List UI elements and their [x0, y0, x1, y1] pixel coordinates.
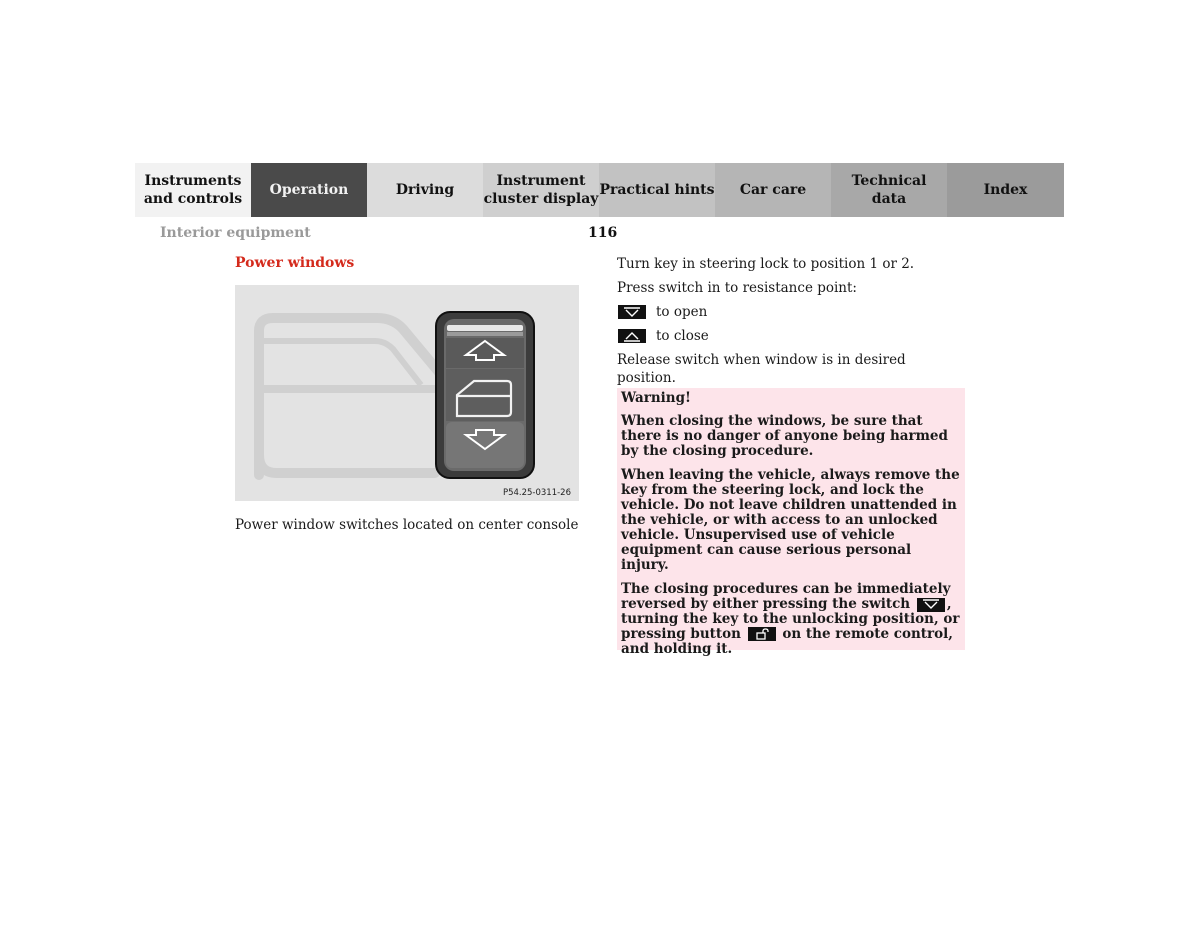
warning-paragraph-2: When leaving the vehicle, always remove the key from the steering lock, and lock the vehicle. Do not leave children unattended in the vehicle, or with access to an unlocked vehicle. Unsupervised use of vehicle equipment can cause serious personal injury.: [621, 467, 960, 573]
page-number: 116: [588, 225, 618, 241]
warning-title: Warning!: [621, 390, 691, 406]
warning-paragraph-3: [621, 582, 961, 657]
warning-box: [617, 388, 965, 657]
unlock-button-icon: [748, 627, 776, 641]
tab-operation[interactable]: Operation: [251, 163, 367, 217]
close-label: to close: [656, 328, 709, 344]
tab-instrument-cluster-display[interactable]: Instrument cluster display: [483, 163, 599, 217]
tab-car-care[interactable]: Car care: [715, 163, 831, 217]
tab-instruments-and-controls[interactable]: Instruments and controls: [135, 163, 251, 217]
instruction-step-3: Release switch when window is in desired position.: [617, 352, 906, 386]
power-window-switch-illustration: [235, 285, 579, 501]
open-label: to open: [656, 304, 708, 320]
instructions: [617, 255, 967, 393]
warning-paragraph-1: When closing the windows, be sure that there is no danger of anyone being harmed by the closing procedure.: [621, 413, 948, 459]
window-down-arrow-icon: [618, 305, 646, 319]
chapter-tabs: [135, 163, 1064, 217]
section-title: Interior equipment: [160, 225, 311, 241]
warning-paragraph-3-part-b: , turning the key to the unlocking position, or pressing button: [621, 596, 960, 642]
window-up-arrow-icon: [618, 329, 646, 343]
tab-driving[interactable]: Driving: [367, 163, 483, 217]
instruction-step-1: Turn key in steering lock to position 1 or 2.: [617, 256, 915, 272]
warning-paragraph-3-part-a: The closing procedures can be immediately reversed by either pressing the switch: [621, 581, 951, 612]
tab-practical-hints[interactable]: Practical hints: [599, 163, 715, 217]
tab-index[interactable]: Index: [947, 163, 1064, 217]
open-instruction: [617, 303, 967, 321]
instruction-step-2: Press switch in to resistance point:: [617, 280, 857, 296]
switch-drawing: [235, 285, 579, 501]
power-windows-heading: Power windows: [235, 255, 355, 271]
window-down-arrow-icon: [917, 598, 945, 612]
figure-code: P54.25-0311-26: [502, 488, 571, 498]
close-instruction: [617, 327, 967, 345]
warning-paragraph-3-part-c: on the remote control, and holding it.: [621, 626, 953, 657]
tab-technical-data[interactable]: Technical data: [831, 163, 947, 217]
figure-caption: Power window switches located on center console: [235, 517, 579, 533]
